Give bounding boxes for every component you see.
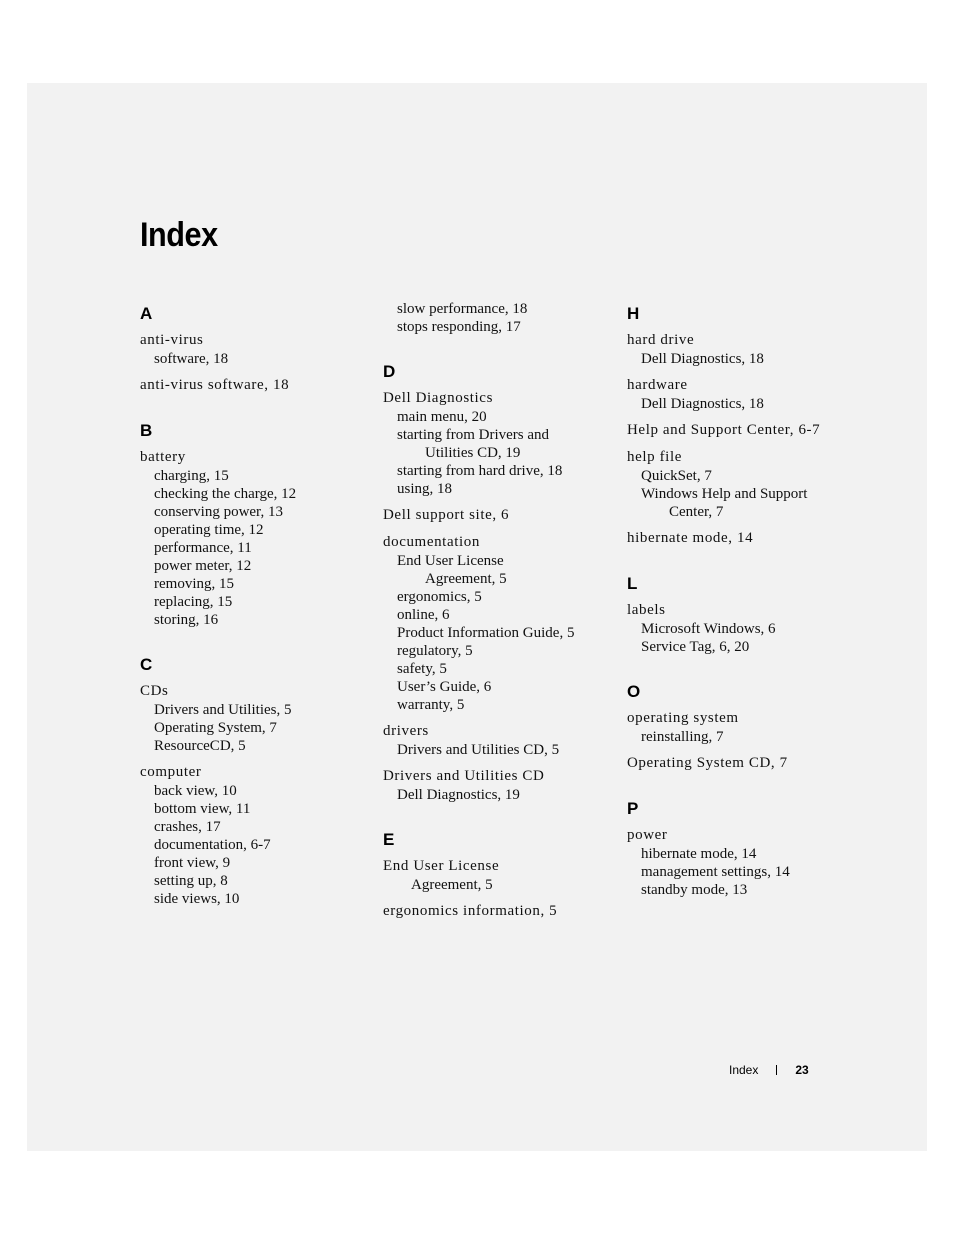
index-subentry-text: online, 6 [397,607,450,623]
index-subentry-text: starting from hard drive, 18 [397,463,563,479]
index-subentry-text: safety, 5 [397,661,447,677]
index-letter-heading: E [383,830,395,849]
index-entry [140,447,370,629]
index-term [140,330,370,350]
index-entry [627,753,857,773]
index-subentry-text: main menu, 20 [397,409,487,425]
index-subentry-continuation: Utilities CD, 19 [425,445,521,461]
index-subentry [627,350,857,368]
index-term-text: End User License [383,858,500,874]
index-subentry-text: ResourceCD, 5 [154,738,246,754]
index-subentry [140,872,370,890]
index-subentry-text: performance, 11 [154,540,252,556]
index-entry [383,721,613,759]
index-letter-heading: O [627,682,641,701]
index-subentry [140,701,370,719]
index-subentry [383,426,613,462]
index-subentry-text: Dell Diagnostics, 18 [641,396,764,412]
index-term [627,753,857,773]
index-term [627,420,857,440]
index-subentry [140,854,370,872]
index-subentry [140,503,370,521]
index-subentry [383,408,613,426]
index-subentry [140,611,370,629]
index-subentry-text: charging, 15 [154,468,229,484]
index-term [383,388,613,408]
index-subentry-text: hibernate mode, 14 [641,846,757,862]
index-subentry [140,737,370,755]
index-term [383,901,613,921]
index-entry [383,856,613,894]
index-subentry-text: starting from Drivers and [397,427,550,443]
index-subentry-text: User’s Guide, 6 [397,679,492,695]
index-subentry-text: Microsoft Windows, 6 [641,621,776,637]
index-term [383,856,613,876]
index-term-text: documentation [383,534,480,550]
index-term [140,762,370,782]
index-subentry-text: bottom view, 11 [154,801,251,817]
index-entry [627,447,857,521]
index-subentry-text: storing, 16 [154,612,219,628]
index-term-continuation: Agreement, 5 [411,877,493,893]
index-subentry-text: operating time, 12 [154,522,264,538]
index-subentry [140,575,370,593]
index-subentry [140,800,370,818]
index-subentry-text: Product Information Guide, 5 [397,625,575,641]
index-subentry [140,521,370,539]
index-subentry [140,836,370,854]
index-subentry [383,606,613,624]
page-number: 23 [795,1063,809,1077]
index-subentry-text: Dell Diagnostics, 19 [397,787,520,803]
index-term-text: power [627,827,668,843]
page-footer [729,1062,809,1078]
index-term [627,825,857,845]
index-term [627,708,857,728]
index-subentry-text: replacing, 15 [154,594,233,610]
index-subentry-text: using, 18 [397,481,453,497]
index-entry [383,388,613,498]
index-term [383,505,613,525]
index-entry [383,300,613,336]
index-subentry-text: regulatory, 5 [397,643,473,659]
index-subentry-text: checking the charge, 12 [154,486,297,502]
index-subentry [140,350,370,368]
index-term-text: Dell support site, 6 [383,507,510,523]
index-subentry [383,624,613,642]
footer-section: Index [729,1063,759,1077]
index-subentry [383,300,613,318]
index-subentry-text: warranty, 5 [397,697,465,713]
index-column-3 [627,300,857,899]
index-subentry-text: Dell Diagnostics, 18 [641,351,764,367]
index-subentry [383,696,613,714]
footer-separator [776,1065,777,1075]
index-subentry [627,863,857,881]
index-term [627,528,857,548]
index-subentry [383,741,613,759]
index-subentry [627,467,857,485]
index-subentry-text: Service Tag, 6, 20 [641,639,750,655]
index-term [627,447,857,467]
index-entry [140,762,370,908]
index-subentry [140,719,370,737]
index-subentry-text: side views, 10 [154,891,240,907]
index-term-text: Drivers and Utilities CD [383,768,545,784]
index-entry [627,708,857,746]
index-term [140,375,370,395]
index-term [383,721,613,741]
index-subentry [383,588,613,606]
index-term [383,532,613,552]
index-subentry-text: front view, 9 [154,855,231,871]
index-term-text: computer [140,764,202,780]
index-subentry [627,881,857,899]
index-subentry [383,552,613,588]
index-subentry [140,782,370,800]
index-term-text: CDs [140,683,169,699]
index-term-text: anti-virus software, 18 [140,377,290,393]
index-letter-heading: L [627,574,638,593]
index-term [383,766,613,786]
index-subentry [140,593,370,611]
index-subentry-text: back view, 10 [154,783,237,799]
index-subentry [627,638,857,656]
index-term [140,681,370,701]
index-column-1 [140,300,370,908]
index-letter-heading: A [140,304,153,323]
index-entry [383,766,613,804]
index-subentry [383,660,613,678]
index-letter-heading: D [383,362,396,381]
index-subentry [383,786,613,804]
index-subentry-text: conserving power, 13 [154,504,283,520]
index-subentry [383,462,613,480]
index-subentry-text: slow performance, 18 [397,301,528,317]
index-subentry [140,818,370,836]
index-term-text: hard drive [627,332,695,348]
index-entry [627,375,857,413]
index-subentry [383,642,613,660]
index-subentry [140,467,370,485]
index-subentry [140,539,370,557]
index-term-text: anti-virus [140,332,204,348]
index-term-text: ergonomics information, 5 [383,903,558,919]
index-subentry [627,620,857,638]
index-subentry-text: End User License [397,553,504,569]
index-subentry-text: QuickSet, 7 [641,468,712,484]
index-subentry [627,395,857,413]
index-subentry-text: Operating System, 7 [154,720,277,736]
index-subentry-text: reinstalling, 7 [641,729,724,745]
index-subentry [627,845,857,863]
index-term [140,447,370,467]
index-letter-heading: H [627,304,640,323]
index-term-text: operating system [627,710,739,726]
index-letter-heading: P [627,799,639,818]
index-subentry-text: crashes, 17 [154,819,221,835]
index-column-2 [383,300,613,921]
index-subentry-text: Drivers and Utilities CD, 5 [397,742,560,758]
index-subentry-text: setting up, 8 [154,873,228,889]
index-subentry-text: ergonomics, 5 [397,589,482,605]
index-term-text: labels [627,602,666,618]
index-subentry-text: Drivers and Utilities, 5 [154,702,292,718]
index-subentry-text: Windows Help and Support [641,486,808,502]
index-entry [627,528,857,548]
index-subentry-text: removing, 15 [154,576,234,592]
index-term-text: Operating System CD, 7 [627,755,788,771]
index-term-text: Dell Diagnostics [383,390,494,406]
index-subentry [383,480,613,498]
index-entry [140,681,370,755]
index-term-text: hibernate mode, 14 [627,530,754,546]
index-entry [383,901,613,921]
index-subentry [140,485,370,503]
index-subentry [140,890,370,908]
index-entry [383,532,613,714]
index-subentry-text: power meter, 12 [154,558,252,574]
index-term [627,330,857,350]
index-entry [140,330,370,368]
index-letter-heading: C [140,655,153,674]
page-title: Index [140,216,218,254]
index-entry [383,505,613,525]
index-subentry-continuation: Agreement, 5 [425,571,507,587]
index-subentry-text: stops responding, 17 [397,319,521,335]
index-term [627,600,857,620]
index-entry [627,420,857,440]
index-letter-heading: B [140,421,153,440]
index-subentry [627,728,857,746]
index-subentry-text: management settings, 14 [641,864,790,880]
index-entry [140,375,370,395]
index-entry [627,330,857,368]
index-term-text: help file [627,449,682,465]
index-subentry [627,485,857,521]
index-term-text: hardware [627,377,688,393]
index-subentry-text: documentation, 6-7 [154,837,271,853]
index-term-text: battery [140,449,186,465]
index-term-text: drivers [383,723,429,739]
index-subentry-continuation: Center, 7 [669,504,724,520]
index-term [627,375,857,395]
index-subentry [383,678,613,696]
index-subentry-text: software, 18 [154,351,229,367]
index-entry [627,825,857,899]
index-entry [627,600,857,656]
index-subentry-text: standby mode, 13 [641,882,748,898]
index-subentry [383,318,613,336]
index-subentry [140,557,370,575]
index-term-text: Help and Support Center, 6-7 [627,422,821,438]
